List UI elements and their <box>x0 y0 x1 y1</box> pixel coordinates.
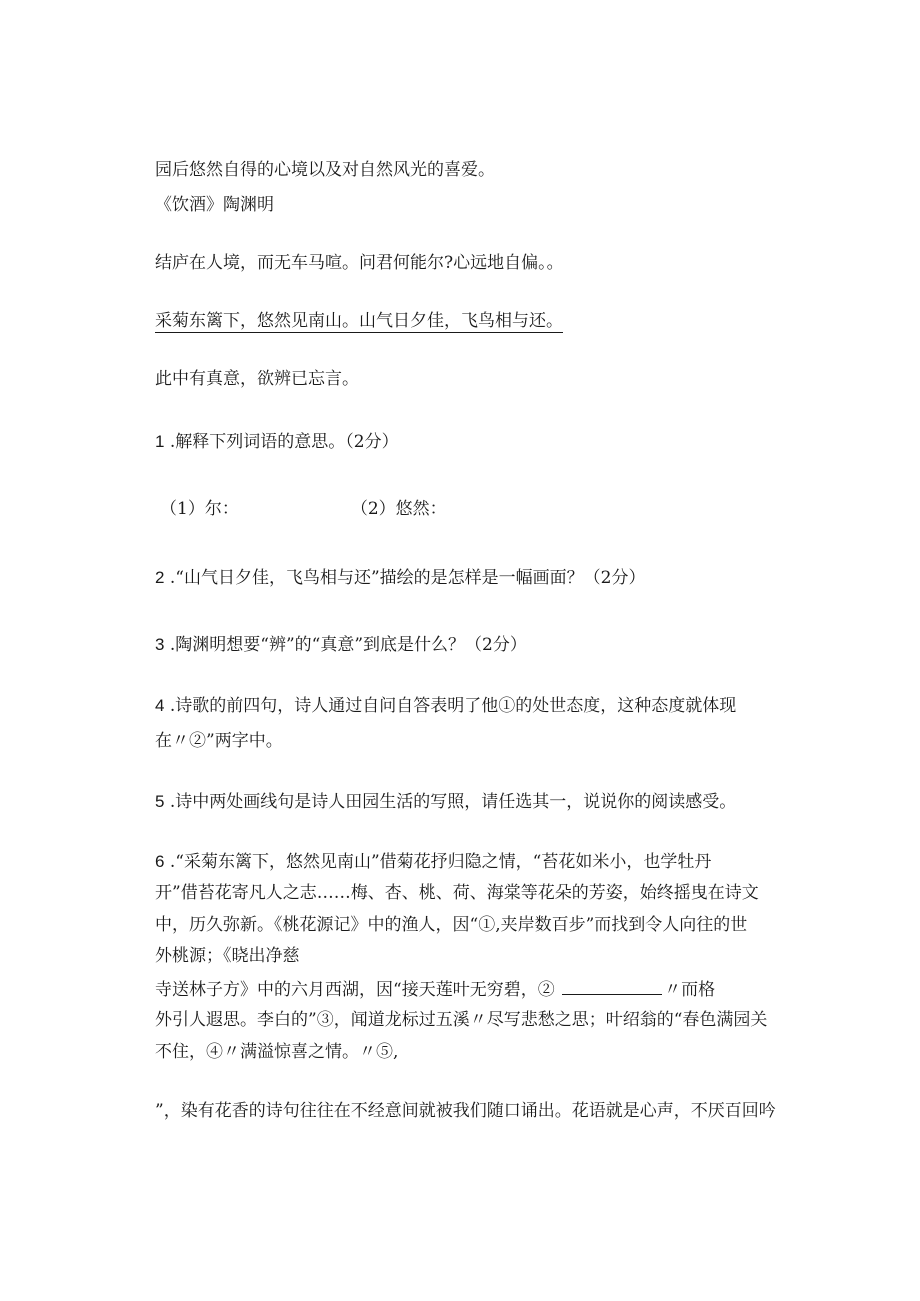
poem-line-3: 此中有真意，欲辨已忘言。 <box>155 369 359 389</box>
q1-part-1: （1）尔： <box>160 499 239 519</box>
question-text: .“山气日夕佳，飞鸟相与还”描绘的是怎样是一幅画面？（2分） <box>169 568 646 588</box>
question-text: .诗歌的前四句，诗人通过自问自答表明了他①的处世态度，这种态度就体现 <box>169 696 737 716</box>
question-number: 3 <box>155 635 165 654</box>
poem-line-1: 结庐在人境，而无车马喧。问君何能尔?心远地自偏。。 <box>155 253 564 273</box>
poem-line-2-underlined: 采菊东篱下，悠然见南山。山气日夕佳，飞鸟相与还。 <box>155 311 563 331</box>
q1-part-2: （2）悠然： <box>350 499 447 519</box>
question-6-line-4: 外桃源；《晓出净慈 <box>155 946 300 966</box>
question-number: 6 <box>155 852 165 871</box>
question-1-parts <box>160 497 447 521</box>
question-4-cont: 在〃②”两字中。 <box>155 731 283 751</box>
question-6-line-2: 开”借苔花寄凡人之志……梅、杏、桃、荷、海棠等花朵的芳姿，始终摇曳在诗文 <box>155 883 759 903</box>
question-number: 4 <box>155 696 165 715</box>
question-number: 2 <box>155 568 165 587</box>
question-3 <box>155 633 527 657</box>
q6-line-5-start: 寺送林子方》中的六月西湖，因“接天莲叶无穷碧，② <box>155 980 555 1000</box>
question-6-line-7: 不住，④〃满溢惊喜之情。〃⑤, <box>155 1042 399 1062</box>
question-6-line-3: 中，历久弥新。《桃花源记》中的渔人，因“①,夹岸数百步”而找到令人向往的世 <box>155 915 748 935</box>
q6-line-5-end: 〃而格 <box>664 980 716 1000</box>
question-5 <box>155 790 736 814</box>
question-number: 5 <box>155 792 165 811</box>
question-text: .陶渊明想要“辨”的“真意”到底是什么？（2分） <box>169 635 527 655</box>
question-1 <box>155 430 399 454</box>
answer-blank[interactable] <box>562 976 662 995</box>
question-number: 1 <box>155 432 165 451</box>
question-6 <box>155 850 711 874</box>
poem-title: 《饮酒》陶渊明 <box>155 195 274 215</box>
question-6-line-8: ”，染有花香的诗句往往在不经意间就被我们随口诵出。花语就是心声，不厌百回吟 <box>155 1101 776 1121</box>
question-4 <box>155 694 736 718</box>
question-2 <box>155 566 645 590</box>
intro-line: 园后悠然自得的心境以及对自然风光的喜爱。 <box>155 160 495 180</box>
question-6-line-6: 外引人遐思。李白的”③，闻道龙标过五溪〃尽写悲愁之思；叶绍翁的“春色满园关 <box>155 1010 768 1030</box>
question-6-line-5 <box>155 976 715 1002</box>
question-text: .解释下列词语的意思。（2分） <box>169 432 399 452</box>
question-text: .“采菊东篱下，悠然见南山”借菊花抒归隐之情，“苔花如米小，也学牡丹 <box>169 852 712 872</box>
question-text: .诗中两处画线句是诗人田园生活的写照，请任选其一，说说你的阅读感受。 <box>169 792 737 812</box>
